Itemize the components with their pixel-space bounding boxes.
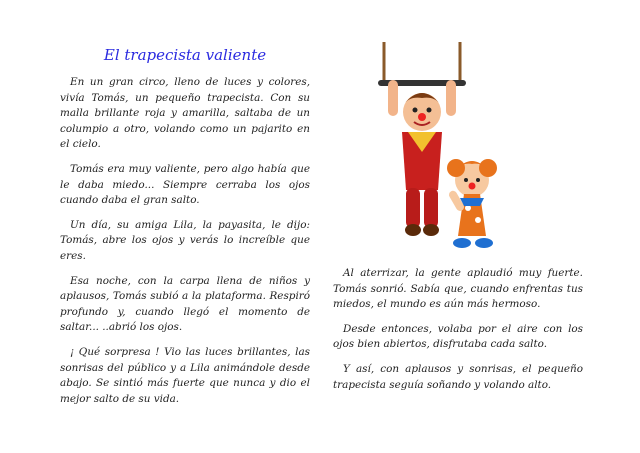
- clown-girl-figure: [447, 159, 497, 248]
- right-column: [333, 266, 583, 402]
- paragraph: Y así, con aplausos y sonrisas, el pequeño trapecista seguía soñando y volando alto.: [333, 362, 583, 391]
- boy-figure: [388, 80, 456, 236]
- left-column: [60, 75, 310, 416]
- story-title: El trapecista valiente: [103, 46, 267, 64]
- trapeze-artist-illustration: [368, 40, 518, 255]
- paragraph: Un día, su amiga Lila, la payasita, le dijo: Tomás, abre los ojos y verás lo increíble que eres.: [60, 218, 310, 262]
- paragraph: ¡ Qué sorpresa ! Vio las luces brillantes, las sonrisas del público y a Lila animándole desde abajo. Se sintió más fuerte que nunca y dio el mejor salto de su vida.: [60, 345, 310, 405]
- paragraph: En un gran circo, lleno de luces y colores, vivía Tomás, un pequeño trapecista. Con su malla brillante roja y amarilla, saltaba de un columpio a otro, volando como un pajarito en el cielo.: [60, 76, 310, 151]
- paragraph: Esa noche, con la carpa llena de niños y aplausos, Tomás subió a la plataforma. Respiró profundo y, cuando llegó el momento de saltar... ..abrió los ojos.: [60, 274, 310, 334]
- paragraph: Desde entonces, volaba por el aire con los ojos bien abiertos, disfrutaba cada salto.: [333, 322, 583, 351]
- paragraph: Tomás era muy valiente, pero algo había que le daba miedo... Siempre cerraba los ojos cuando daba el gran salto.: [60, 162, 310, 207]
- paragraph: Al aterrizar, la gente aplaudió muy fuerte. Tomás sonrió. Sabía que, cuando enfrentas tus miedos, el mundo es aún más hermoso.: [333, 267, 583, 311]
